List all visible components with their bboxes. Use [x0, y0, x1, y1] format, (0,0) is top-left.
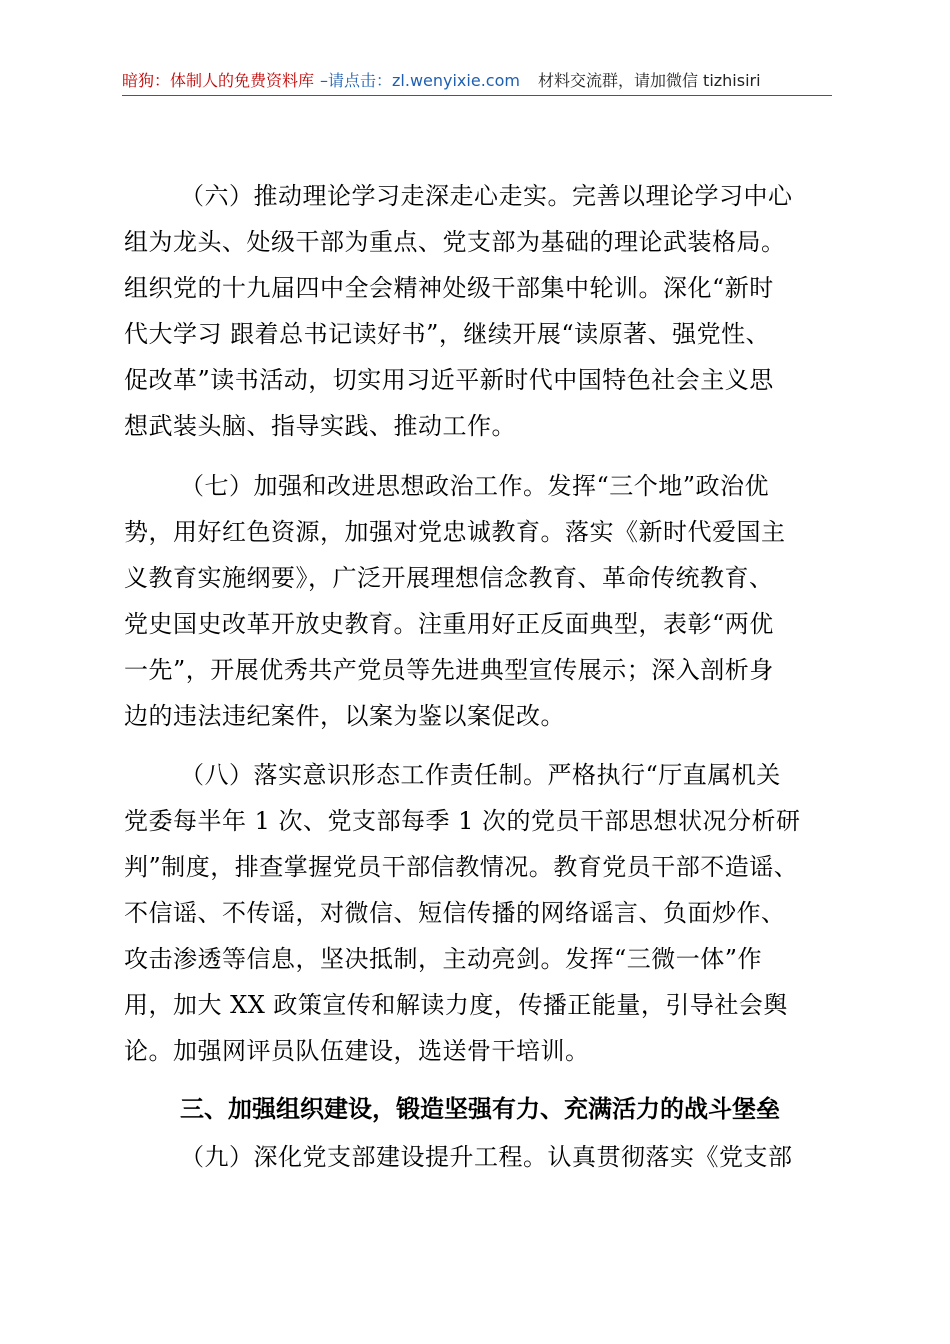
paragraph-line: 义教育实施纲要》，广泛开展理想信念教育、革命传统教育、 — [124, 564, 774, 592]
header-site-name: 暗狗：体制人的免费资料库 — [122, 71, 315, 90]
paragraph-line: 党委每半年 1 次、党支部每季 1 次的党员干部思想状况分析研 — [124, 807, 801, 835]
paragraph-line: （七）加强和改进思想政治工作。发挥“三个地”政治优 — [180, 472, 770, 500]
page-header — [122, 68, 830, 92]
paragraph-line: （六）推动理论学习走深走心走实。完善以理论学习中心 — [180, 182, 793, 210]
paragraph-line: 代大学习 跟着总书记读好书”，继续开展“读原著、强党性、 — [124, 320, 771, 348]
paragraph-line: 组为龙头、处级干部为重点、党支部为基础的理论武装格局。 — [124, 228, 786, 256]
header-divider — [122, 95, 832, 96]
paragraph-line: 判”制度，排查掌握党员干部信教情况。教育党员干部不造谣、 — [124, 853, 799, 881]
paragraph-line: 论。加强网评员队伍建设，选送骨干培训。 — [124, 1037, 590, 1065]
header-link[interactable]: –请点击：zl.wenyixie.com — [320, 71, 520, 90]
paragraph-line: （九）深化党支部建设提升工程。认真贯彻落实《党支部 — [180, 1143, 793, 1171]
paragraph-line: 边的违法违纪案件，以案为鉴以案促改。 — [124, 702, 565, 730]
paragraph-line: （八）落实意识形态工作责任制。严格执行“厅直属机关 — [180, 761, 781, 789]
header-contact: 材料交流群，请加微信 tizhisiri — [537, 71, 761, 90]
paragraph-line: 一先”，开展优秀共产党员等先进典型宣传展示；深入剖析身 — [124, 656, 774, 684]
paragraph-line: 不信谣、不传谣，对微信、短信传播的网络谣言、负面炒作、 — [124, 899, 786, 927]
paragraph-line: 促改革”读书活动，切实用习近平新时代中国特色社会主义思 — [124, 366, 774, 394]
paragraph-line: 用，加大 XX 政策宣传和解读力度，传播正能量，引导社会舆 — [124, 991, 788, 1019]
paragraph-line: 势，用好红色资源，加强对党忠诚教育。落实《新时代爱国主 — [124, 518, 786, 546]
paragraph-line: 想武装头脑、指导实践、推动工作。 — [124, 412, 516, 440]
paragraph-line: 党史国史改革开放史教育。注重用好正反面典型，表彰“两优 — [124, 610, 774, 638]
paragraph-line: 组织党的十九届四中全会精神处级干部集中轮训。深化“新时 — [124, 274, 774, 302]
paragraph-line: 攻击渗透等信息，坚决抵制，主动亮剑。发挥“三微一体”作 — [124, 945, 763, 973]
section-heading: 三、加强组织建设，锻造坚强有力、充满活力的战斗堡垒 — [180, 1095, 780, 1123]
